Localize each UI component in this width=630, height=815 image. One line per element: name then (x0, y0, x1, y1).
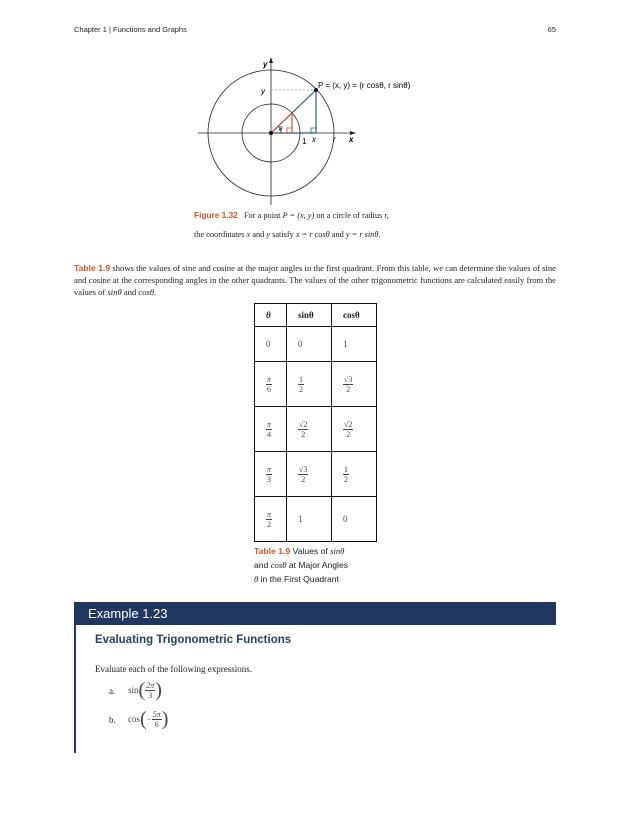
table-row (255, 407, 377, 452)
item-a-marker: a. (109, 686, 116, 696)
item-a-func: sin (128, 685, 139, 695)
caption-and-2: and (331, 230, 344, 239)
item-b-sign: − (146, 714, 152, 724)
item-b-expression (128, 709, 168, 729)
point-label: P = (x, y) = (r cosθ, r sinθ) (318, 81, 411, 90)
cell-cos: $\frac{1}{2}$ (332, 452, 377, 497)
header-theta: θ (255, 304, 287, 327)
table-caption-text-1: Values of (292, 546, 328, 556)
item-a-fraction: $\frac{2\pi}{3}$ (146, 680, 155, 700)
table-row (255, 362, 377, 407)
cell-theta: $\frac{\pi}{3}$ (255, 452, 287, 497)
table-caption-text-3: in the First Quadrant (260, 574, 339, 584)
cell-cos: 1 (332, 327, 377, 362)
table-reference-link[interactable]: Table 1.9 (74, 263, 111, 273)
paragraph-cos: cosθ. (138, 287, 157, 298)
header-cos: cosθ (332, 304, 377, 327)
table-caption (254, 544, 384, 586)
caption-radius: r, (384, 211, 389, 220)
table-caption-cos: cosθ (270, 560, 287, 570)
table-caption-text-2: at Major Angles (288, 560, 349, 570)
cell-sin: $\frac{√2}{2}$ (287, 407, 332, 452)
example-title: Example 1.23 (88, 606, 168, 621)
cell-sin: $\frac{1}{2}$ (287, 362, 332, 407)
running-header-chapter: Chapter 1 | Functions and Graphs (74, 25, 187, 34)
example-heading: Evaluating Trigonometric Functions (95, 634, 292, 646)
table-caption-theta: θ (254, 574, 259, 584)
r-label: r (333, 135, 336, 144)
cell-theta: $\frac{\pi}{6}$ (255, 362, 287, 407)
table-header-row (255, 304, 377, 327)
unit-circle-figure (190, 55, 450, 205)
paragraph-sin: sinθ (107, 287, 122, 298)
item-b-fraction: $\frac{5\pi}{6}$ (152, 709, 161, 729)
y-axis-label: y (263, 60, 268, 69)
figure-label: Figure 1.32 (194, 210, 238, 220)
table-caption-and: and (254, 560, 269, 570)
caption-satisfy: satisfy (272, 230, 294, 239)
caption-text-1: For a point (244, 211, 281, 220)
right-paren: ) (161, 708, 169, 730)
example-side-rule (74, 625, 76, 753)
left-paren: ( (140, 708, 147, 730)
cell-cos: $\frac{√2}{2}$ (332, 407, 377, 452)
body-paragraph (74, 262, 556, 299)
caption-and-1: and (252, 230, 265, 239)
right-paren: ) (155, 679, 162, 701)
caption-point: P = (x, y) (282, 211, 315, 220)
paragraph-and: and (123, 287, 137, 298)
cell-cos: $\frac{√3}{2}$ (332, 362, 377, 407)
y-axis-arrow (269, 57, 273, 63)
caption-text-2: on a circle of radius (316, 211, 383, 220)
caption-text-3: the coordinates (194, 230, 245, 239)
example-intro: Evaluate each of the following expressions. (95, 664, 252, 674)
caption-y: y (266, 230, 271, 239)
paragraph-text: shows the values of sine and cosine at the major angles in the first quadrant. From this table, we can determine the values of sine and cosine at the corresponding angles in the other quadrants. The values of the other trigonometric functions are calculated easily from the values of (74, 263, 556, 298)
cell-sin: 0 (287, 327, 332, 362)
cell-theta: $\frac{\pi}{2}$ (255, 497, 287, 542)
item-b-marker: b. (109, 715, 116, 725)
x-coordinate-label: x (312, 135, 316, 144)
caption-eq2: y = r sinθ. (345, 230, 381, 239)
origin-point (269, 131, 273, 135)
cell-cos: 0 (332, 497, 377, 542)
table-label: Table 1.9 (254, 546, 291, 556)
table-caption-sin: sinθ (330, 546, 345, 556)
cell-theta: 0 (255, 327, 287, 362)
y-coordinate-label: y (261, 87, 265, 96)
table-row (255, 327, 377, 362)
table-row (255, 497, 377, 542)
figure-caption (194, 206, 494, 244)
one-label: 1 (302, 137, 307, 146)
page-number: 65 (547, 25, 556, 34)
caption-eq1: x = r cosθ (295, 230, 330, 239)
item-a-expression (128, 680, 162, 700)
x-axis-label: x (349, 135, 354, 144)
cell-theta: $\frac{\pi}{4}$ (255, 407, 287, 452)
theta-label: θ (279, 125, 283, 133)
trig-values-table (254, 303, 377, 542)
unit-right-angle-marker (287, 128, 292, 133)
table-row (255, 452, 377, 497)
caption-x: x (246, 230, 251, 239)
left-paren: ( (138, 679, 146, 701)
cell-sin: $\frac{√3}{2}$ (287, 452, 332, 497)
item-b-func: cos (128, 714, 140, 724)
header-sin: sinθ (287, 304, 332, 327)
cell-sin: 1 (287, 497, 332, 542)
right-angle-marker (311, 128, 316, 133)
